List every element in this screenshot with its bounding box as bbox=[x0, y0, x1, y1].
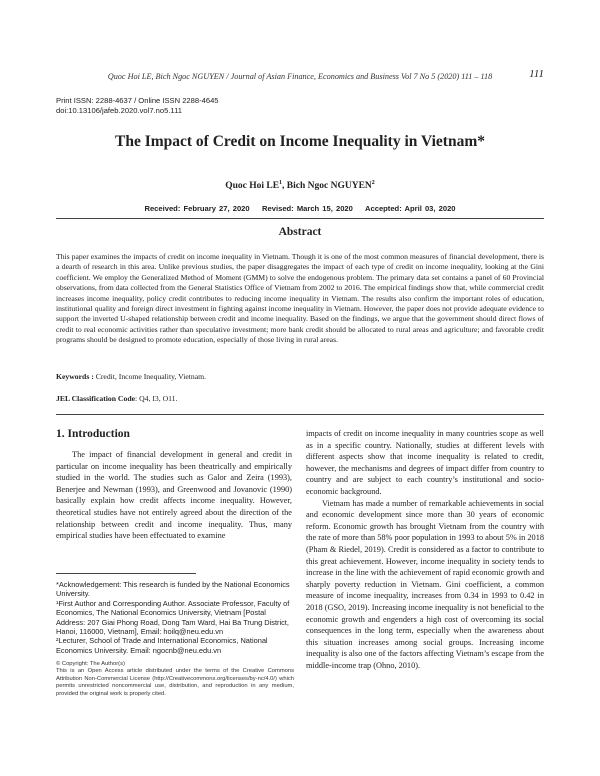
issn-line: Print ISSN: 2288-4637 / Online ISSN 2288-4645 bbox=[56, 96, 219, 105]
received-dates: Received: February 27, 2020 Revised: March 15, 2020 Accepted: April 03, 2020 bbox=[144, 204, 456, 213]
author-separator: , bbox=[282, 181, 287, 192]
jel-line bbox=[56, 394, 544, 404]
issn-block bbox=[56, 96, 219, 116]
paper-title: The Impact of Credit on Income Inequality in Vietnam* bbox=[114, 133, 485, 150]
section-heading-introduction: 1. Introduction bbox=[56, 428, 130, 440]
doi-line[interactable]: doi:10.13106/jafeb.2020.vol7.no5.111 bbox=[56, 106, 182, 115]
abstract-top-rule bbox=[56, 218, 544, 219]
footnote-first-author: ¹First Author and Corresponding Author. Associate Professor, Faculty of Economics, The National Economics University, Vietnam [Postal Address: 207 Giai Phong Road, Dong Tam Ward, Hai Ba Trung District, Hanoi, 116000, Vietnam], Email: hoilq@neu.edu.vn bbox=[56, 598, 290, 637]
authors-line bbox=[40, 180, 560, 191]
author-1: Quoc Hoi LE bbox=[225, 181, 280, 192]
footnote-rule bbox=[56, 573, 196, 574]
intro-left-paragraph: The impact of financial development in general and credit in particular on income inequality has been theatrically and empirically studied in the world. The studies such as Galor and Zeira (1993), Benerjee and Newman (1993), and Greenwood and Jovanovic (1990) basically explain how credit affects income inequality. However, theoretical studies have not entirely agreed about the direction of the relationship between credit and income inequality. Thus, many empirical studies have been effectuated to examine bbox=[56, 450, 292, 541]
jel-label: JEL Classification Code bbox=[56, 394, 136, 403]
footnotes bbox=[56, 580, 296, 655]
footnote-second-author: ²Lecturer, School of Trade and International Economics, National Economics University. Email: ngocnb@neu.edu.vn bbox=[56, 636, 268, 655]
license-text: This is an Open Access article distributed under the terms of the Creative Commons Attribution Non-Commercial License (http://Creativecommons.org/licenses/by-nc/4.0/) which permits unrestricted noncommercial use, distribution, and reproduction in any medium, provided the original work is properly cited. bbox=[56, 668, 294, 697]
running-header: Quoc Hoi LE, Bich Ngoc NGUYEN / Journal of Asian Finance, Economics and Business Vol 7 No 5 (2020) 111 – 118 bbox=[107, 72, 493, 81]
intro-right-paragraph-2: Vietnam has made a number of remarkable achievements in social and economic development since more than 30 years of economic reform. Economic growth has brought Vietnam from the country with the rate of more than 58% poor population in 1993 to about 5% in 2018 (Pham & Riedel, 2019). Credit is considered as a factor to contribute to this great achievement. However, income inequality in society tends to increase in the line with the achievement of rapid economic growth and sharply poverty reduction in Vietnam. Gini coefficient, a common measure of income inequality, increases from 0.34 in 1993 to 0.42 in 2018 (GSO, 2019). Increasing income inequality is not beneficial to the economic growth and engenders a high cost of overcoming its social consequences in the long term, especially when the awareness about this situation increases among social groups. Increasing income inequality is also one of the factors affecting Vietnam’s escape from the middle-income trap (Ohno, 2010). bbox=[306, 498, 544, 670]
intro-right-column bbox=[306, 428, 544, 671]
author-2-mark: 2 bbox=[371, 180, 375, 186]
abstract-body: This paper examines the impacts of credit on income inequality in Vietnam. Though it is one of the most common measures of financial development, there is a dearth of research in this area. Unlike previous studies, the paper disaggregates the impact of each type of credit on income inequality, looking at the Gini coefficient. We employ the Generalized Method of Moment (GMM) to solve the endogenous problem. The primary data set contains a panel of 60 Provincial observations, from data collected from the General Statistics Office of Vietnam from 2002 to 2016. The empirical findings show that, while commercial credit increases income inequality, policy credit contributes to reducing income inequality in Vietnam. The results also confirm the important roles of education, institutional quality and foreign direct investment in fighting against income inequality in Vietnam. However, the paper does not provide adequate evidence to support the inverted U-shaped relationship between credit and income inequality. Based on the findings, we argue that the government should direct flows of credit to real economic activities rather than speculative investment; more bank credit should be allocated to rural areas and agriculture; and favorable credit programs should be designed to promote education, especially of those living in rural areas. bbox=[56, 252, 544, 345]
abstract-bottom-rule bbox=[56, 414, 544, 415]
author-2: Bich Ngoc NGUYEN bbox=[286, 181, 372, 192]
keywords-label: Keywords : bbox=[56, 372, 96, 381]
page-number: 111 bbox=[529, 68, 544, 80]
jel-value: : Q4, I3, O11. bbox=[135, 394, 178, 403]
footnote-acknowledgement: *Acknowledgement: This research is funded by the National Economics University. bbox=[56, 580, 290, 599]
keywords-line bbox=[56, 372, 544, 382]
author-1-mark: 1 bbox=[279, 180, 283, 186]
keywords-value: Credit, Income Inequality, Vietnam. bbox=[95, 372, 207, 381]
abstract-heading: Abstract bbox=[278, 226, 322, 238]
copyright-line: © Copyright: The Author(s) bbox=[56, 661, 125, 667]
copyright-notice bbox=[56, 661, 294, 698]
intro-right-paragraph-1: impacts of credit on income inequality in many countries scope as well as in a specific country. Nationally, studies at different levels with different aspects show that income inequality is related to credit, however, the mechanisms and degrees of impact differ from country to country and are subject to each country’s institutional and socio-economic background. bbox=[306, 429, 544, 496]
